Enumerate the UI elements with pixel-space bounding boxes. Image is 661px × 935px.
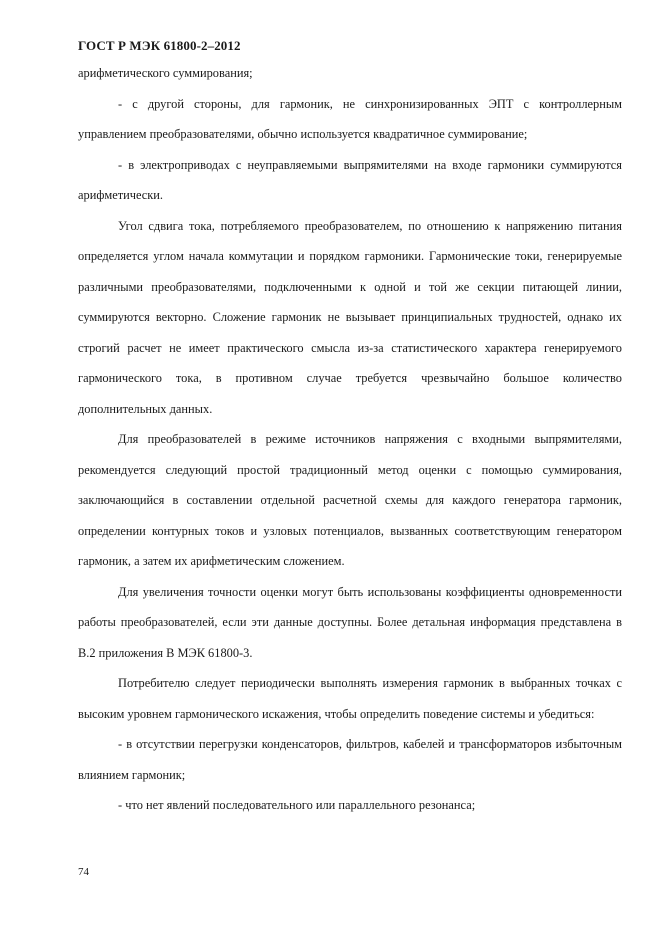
document-header: ГОСТ Р МЭК 61800-2–2012 [78, 38, 241, 53]
paragraph-3: - в электроприводах с неуправляемыми выпрямителями на входе гармоники суммируются арифметически. [78, 157, 622, 202]
paragraph-5: Для преобразователей в режиме источников напряжения с входными выпрямителями, рекомендуется следующий простой традиционный метод оценки с помощью суммирования, заключающийся в составлении отдельной расчетной схемы для каждого генератора гармоник, определении контурных токов и узловых потенциалов, вызванных соответствующим генератором гармоник, а затем их арифметическим сложением. [78, 432, 622, 568]
paragraph-4: Угол сдвига тока, потребляемого преобразователем, по отношению к напряжению питания определяется углом начала коммутации и порядком гармоники. Гармонические токи, генерируемые различными преобразователями, подключенными к одной и той же секции питающей линии, суммируются векторно. Сложение гармоник не вызывает принципиальных трудностей, однако их строгий расчет не имеет практического смысла из-за статистического характера генерируемого гармонического тока, в противном случае требуется чрезвычайно большое количество дополнительных данных. [78, 218, 622, 416]
paragraph-6: Для увеличения точности оценки могут быть использованы коэффициенты одновременности работы преобразователей, если эти данные доступны. Более детальная информация представлена в В.2 приложения В МЭК 61800-3. [78, 584, 622, 660]
paragraph-2: - с другой стороны, для гармоник, не синхронизированных ЭПТ с контроллерным управлением преобразователями, обычно используется квадратичное суммирование; [78, 96, 622, 141]
paragraph-1: арифметического суммирования; [78, 66, 253, 80]
paragraph-9: - что нет явлений последовательного или параллельного резонанса; [118, 798, 476, 812]
page-number: 74 [78, 866, 89, 878]
paragraph-8: - в отсутствии перегрузки конденсаторов, фильтров, кабелей и трансформаторов избыточным влиянием гармоник; [78, 737, 622, 782]
document-body [78, 58, 622, 821]
paragraph-7: Потребителю следует периодически выполнять измерения гармоник в выбранных точках с высоким уровнем гармонического искажения, чтобы определить поведение системы и убедиться: [78, 676, 622, 721]
